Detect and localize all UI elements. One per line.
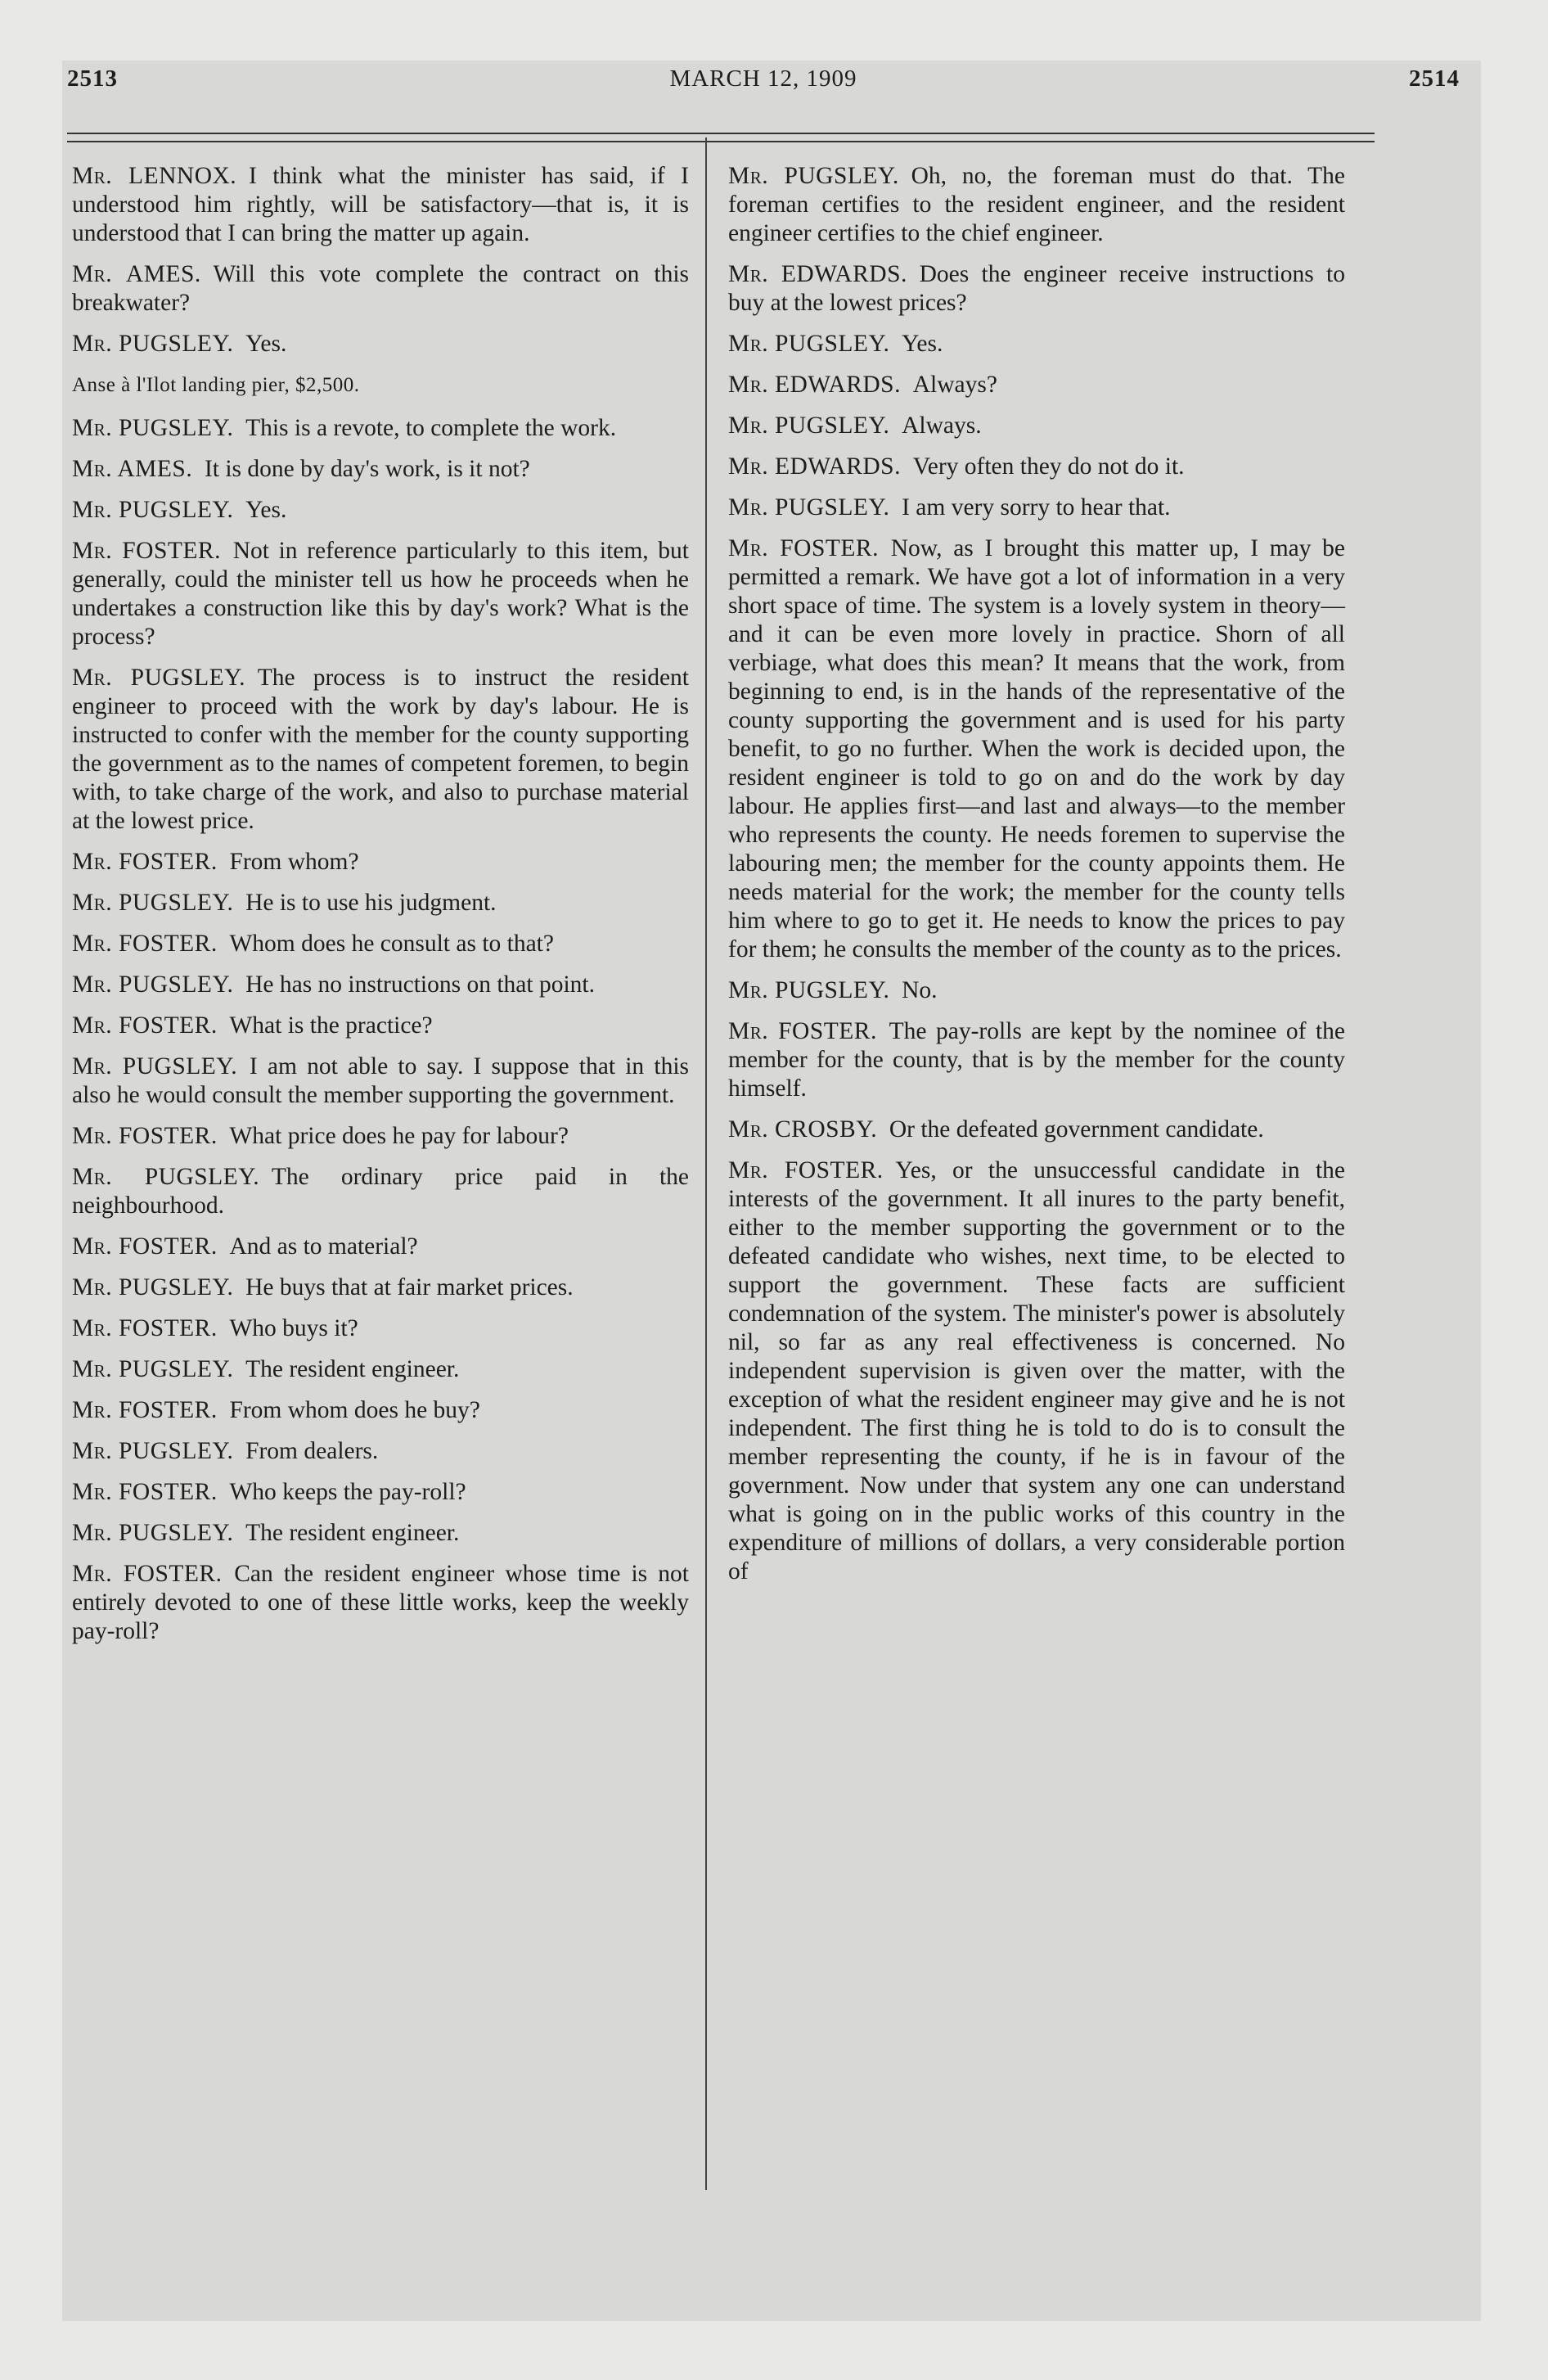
speech-text: Yes. <box>245 331 287 357</box>
speech-text: I am very sorry to hear that. <box>902 494 1171 521</box>
speaker-name: Mr. PUGSLEY. <box>72 1053 238 1080</box>
speaker-name: Mr. CROSBY. <box>728 1116 878 1143</box>
page-number-left: 2513 <box>67 65 118 92</box>
speech-text: The pay-rolls are kept by the nominee of the member for the county, that is by the member for the county himself. <box>728 1018 1345 1102</box>
speaker-name: Mr. PUGSLEY. <box>72 1164 260 1190</box>
speech-text: Who buys it? <box>229 1315 358 1341</box>
column-divider <box>705 137 707 2190</box>
speech-paragraph <box>728 1116 1345 1144</box>
speaker-name: Mr. PUGSLEY. <box>728 412 890 439</box>
speech-text: What is the practice? <box>229 1012 433 1039</box>
speaker-name: Mr. PUGSLEY. <box>72 971 234 998</box>
speech-text: The ordinary price paid in the neighbourhood. <box>72 1164 689 1219</box>
speaker-name: Mr. AMES. <box>72 261 201 287</box>
speech-paragraph <box>72 1233 689 1261</box>
speech-paragraph <box>72 1560 689 1646</box>
speaker-name: Mr. PUGSLEY. <box>72 665 246 691</box>
speech-text: Always. <box>902 412 982 439</box>
speech-paragraph <box>72 330 689 358</box>
speech-paragraph <box>72 260 689 318</box>
speaker-name: Mr. AMES. <box>72 456 193 482</box>
speaker-name: Mr. FOSTER. <box>72 1233 218 1260</box>
speech-paragraph <box>72 1478 689 1507</box>
speaker-name: Mr. FOSTER. <box>728 535 879 561</box>
speech-text: Always? <box>912 372 997 398</box>
speech-paragraph <box>72 1355 689 1384</box>
speech-paragraph <box>72 1396 689 1425</box>
speaker-name: Mr. EDWARDS. <box>728 453 901 480</box>
speech-text: The resident engineer. <box>245 1356 460 1382</box>
speech-text: He is to use his judgment. <box>245 890 497 916</box>
speech-paragraph <box>728 453 1345 481</box>
speaker-name: Mr. FOSTER. <box>728 1018 877 1044</box>
speech-text: Will this vote complete the contract on this breakwater? <box>72 261 689 316</box>
speech-paragraph <box>72 1314 689 1343</box>
speech-text: It is done by day's work, is it not? <box>204 456 530 482</box>
speech-text: Yes. <box>245 497 287 523</box>
speech-text: Yes. <box>902 331 943 357</box>
speech-paragraph <box>728 260 1345 318</box>
speech-text: Does the engineer receive instructions to buy at the lowest prices? <box>728 261 1345 316</box>
speech-text: And as to material? <box>229 1233 418 1260</box>
speaker-name: Mr. PUGSLEY. <box>728 163 899 189</box>
speech-text: The process is to instruct the resident engineer to proceed with the work by day's labour. He is instructed to confer with the member for the county supporting the government as to the names of competent foremen, to begin with, to take charge of the work, and also to purchase material at the lowest price. <box>72 665 689 834</box>
vote-item-note <box>72 371 689 399</box>
speech-paragraph <box>728 330 1345 358</box>
speech-text: I think what the minister has said, if I understood him rightly, will be satisfactory—that is, it is understood that I can bring the matter up again. <box>72 163 690 246</box>
speech-paragraph <box>72 848 689 877</box>
speaker-name: Mr. PUGSLEY. <box>728 494 890 521</box>
speech-paragraph <box>728 494 1345 522</box>
speaker-name: Mr. PUGSLEY. <box>72 1356 234 1382</box>
speech-paragraph <box>72 455 689 484</box>
speaker-name: Mr. PUGSLEY. <box>72 1438 234 1464</box>
speaker-name: Mr. EDWARDS. <box>728 261 907 287</box>
speech-text: He has no instructions on that point. <box>245 971 595 998</box>
speaker-name: Mr. EDWARDS. <box>728 372 901 398</box>
right-column <box>728 162 1345 1598</box>
page-number-right: 2514 <box>1409 65 1460 92</box>
speaker-name: Mr. FOSTER. <box>72 1561 223 1587</box>
speech-text: From dealers. <box>245 1438 379 1464</box>
speech-text: Whom does he consult as to that? <box>229 931 554 957</box>
speech-paragraph <box>72 971 689 999</box>
speaker-name: Mr. FOSTER. <box>72 1123 218 1149</box>
speech-text: What price does he pay for labour? <box>229 1123 569 1149</box>
speech-text: Very often they do not do it. <box>912 453 1185 480</box>
speech-text: I am not able to say. I suppose that in this also he would consult the member supporting the government. <box>72 1053 689 1108</box>
left-column <box>72 162 689 1658</box>
speech-paragraph <box>72 1053 689 1110</box>
speaker-name: Mr. PUGSLEY. <box>72 415 234 441</box>
speech-paragraph <box>72 1273 689 1302</box>
speaker-name: Mr. PUGSLEY. <box>72 890 234 916</box>
speech-paragraph <box>72 1122 689 1151</box>
header-rule <box>67 133 1375 134</box>
speech-text: Yes, or the unsuccessful candidate in the interests of the government. It all inures to the party benefit, either to the member supporting the government or to the defeated candidate who wishes, next time, to be elected to support the government. These facts are sufficient condemnation of the system. The minister's power is absolutely nil, so far as any real effectiveness is concerned. No independent supervision is given over the matter, with the exception of what the resident engineer may give and he is not independent. The first thing he is told to do is to consult the member representing the county, if he is in favour of the government. Now under that system any one can understand what is going on in the public works of this country in the expenditure of millions of dollars, a very considerable portion of <box>728 1157 1346 1584</box>
speaker-name: Mr. FOSTER. <box>72 931 218 957</box>
speaker-name: Mr. FOSTER. <box>72 1012 218 1039</box>
speech-paragraph <box>728 1017 1345 1103</box>
speech-text: Not in reference particularly to this item, but generally, could the minister tell us how he proceeds when he undertakes a construction like this by day's work? What is the process? <box>72 538 689 650</box>
speech-paragraph <box>728 1156 1345 1586</box>
speech-paragraph <box>728 162 1345 248</box>
speech-text: The resident engineer. <box>245 1520 460 1546</box>
speech-paragraph <box>728 412 1345 440</box>
speech-text: This is a revote, to complete the work. <box>245 415 617 441</box>
speaker-name: Mr. PUGSLEY. <box>72 497 234 523</box>
speech-text: Who keeps the pay-roll? <box>229 1479 466 1505</box>
speaker-name: Mr. LENNOX. <box>72 163 237 189</box>
speech-paragraph <box>728 976 1345 1005</box>
speaker-name: Mr. PUGSLEY. <box>72 1274 234 1300</box>
speaker-name: Mr. FOSTER. <box>72 538 221 564</box>
speaker-name: Mr. PUGSLEY. <box>728 331 890 357</box>
speech-text: From whom? <box>229 849 359 875</box>
speaker-name: Mr. FOSTER. <box>72 1315 218 1341</box>
speaker-name: Mr. FOSTER. <box>72 1397 218 1423</box>
speech-text: From whom does he buy? <box>229 1397 480 1423</box>
speech-text: Now, as I brought this matter up, I may be permitted a remark. We have got a lot of information in a very short space of time. The system is a lovely system in theory—and it can be even more lovely in practice. Shorn of all verbiage, what does this mean? It means that the work, from beginning to end, is in the hands of the representative of the county supporting the government and is used for his party benefit, to go no further. When the work is decided upon, the resident engineer is told to go on and do the work by day labour. He applies first—and last and always—to the member who represents the county. He needs foremen to supervise the labouring men; the member for the county appoints them. He needs material for the work; the member for the county tells him where to go to get it. He needs to know the prices to pay for them; he consults the member of the county as to the prices. <box>728 535 1345 962</box>
speech-paragraph <box>72 537 689 651</box>
speaker-name: Mr. FOSTER. <box>72 849 218 875</box>
speech-text: Oh, no, the foreman must do that. The foreman certifies to the resident engineer, and the resident engineer certifies to the chief engineer. <box>728 163 1346 246</box>
speech-text: Anse à l'Ilot landing pier, $2,500. <box>72 374 360 396</box>
speech-paragraph <box>72 1163 689 1220</box>
speaker-name: Mr. FOSTER. <box>72 1479 218 1505</box>
speech-paragraph <box>72 162 689 248</box>
speech-paragraph <box>728 371 1345 399</box>
page-header <box>67 65 1460 106</box>
speech-text: No. <box>902 977 938 1003</box>
speech-paragraph <box>72 889 689 917</box>
speech-paragraph <box>72 664 689 836</box>
speech-paragraph <box>72 930 689 958</box>
speech-paragraph <box>72 496 689 525</box>
speaker-name: Mr. PUGSLEY. <box>72 331 234 357</box>
speech-text: He buys that at fair market prices. <box>245 1274 574 1300</box>
speech-paragraph <box>72 1012 689 1040</box>
speech-text: Can the resident engineer whose time is not entirely devoted to one of these little works, keep the weekly pay-roll? <box>72 1561 689 1644</box>
speaker-name: Mr. FOSTER. <box>728 1157 884 1183</box>
speaker-name: Mr. PUGSLEY. <box>728 977 890 1003</box>
header-rule-double <box>67 141 1375 142</box>
speech-paragraph <box>72 414 689 443</box>
speech-paragraph <box>72 1437 689 1466</box>
page-date-title: MARCH 12, 1909 <box>669 65 857 92</box>
speech-paragraph <box>72 1519 689 1548</box>
speaker-name: Mr. PUGSLEY. <box>72 1520 234 1546</box>
speech-text: Or the defeated government candidate. <box>889 1116 1264 1143</box>
speech-paragraph <box>728 534 1345 964</box>
